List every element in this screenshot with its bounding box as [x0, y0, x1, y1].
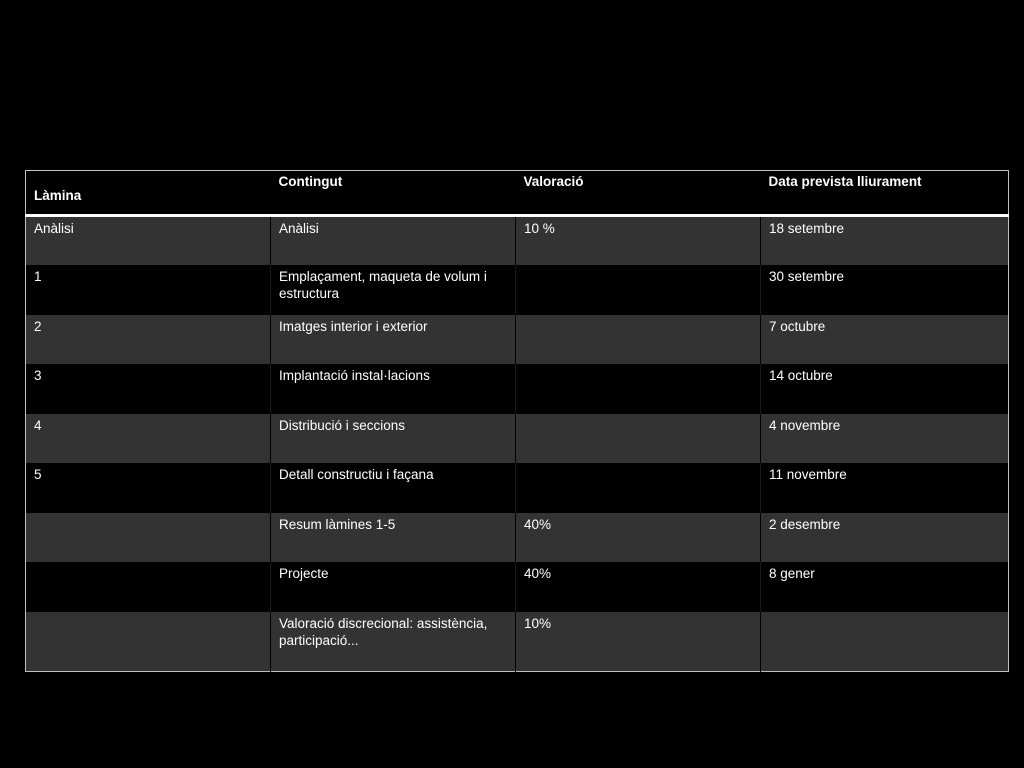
cell-lamina: [26, 562, 271, 612]
cell-lamina: 3: [26, 364, 271, 414]
table-row: [26, 216, 1009, 266]
cell-contingut: Implantació instal·lacions: [271, 364, 516, 414]
cell-valoracio: [516, 414, 761, 464]
header-data-prevista: Data prevista lliurament: [761, 171, 1009, 216]
table-row: [26, 513, 1009, 563]
header-lamina: Làmina: [26, 171, 271, 216]
cell-data: [761, 612, 1009, 672]
cell-valoracio: [516, 315, 761, 365]
cell-contingut: Emplaçament, maqueta de volum i estructura: [271, 265, 516, 315]
cell-data: 14 octubre: [761, 364, 1009, 414]
cell-data: 8 gener: [761, 562, 1009, 612]
cell-contingut: Detall constructiu i façana: [271, 463, 516, 513]
cell-lamina: 1: [26, 265, 271, 315]
cell-contingut: Projecte: [271, 562, 516, 612]
cell-contingut: Distribució i seccions: [271, 414, 516, 464]
schedule-table: [25, 170, 1009, 672]
cell-data: 7 octubre: [761, 315, 1009, 365]
cell-data: 30 setembre: [761, 265, 1009, 315]
cell-valoracio: [516, 463, 761, 513]
table-row: [26, 463, 1009, 513]
cell-contingut: Valoració discrecional: assistència, participació...: [271, 612, 516, 672]
table-row: [26, 315, 1009, 365]
cell-valoracio: 10 %: [516, 216, 761, 266]
cell-data: 11 novembre: [761, 463, 1009, 513]
cell-lamina: 2: [26, 315, 271, 365]
cell-lamina: 5: [26, 463, 271, 513]
cell-data: 2 desembre: [761, 513, 1009, 563]
table-row: [26, 562, 1009, 612]
table-row: [26, 364, 1009, 414]
cell-valoracio: 40%: [516, 562, 761, 612]
table-row: [26, 265, 1009, 315]
header-valoracio: Valoració: [516, 171, 761, 216]
cell-lamina: [26, 612, 271, 672]
header-contingut: Contingut: [271, 171, 516, 216]
table-row: [26, 414, 1009, 464]
cell-data: 18 setembre: [761, 216, 1009, 266]
cell-lamina: [26, 513, 271, 563]
table-row: [26, 612, 1009, 672]
cell-contingut: Anàlisi: [271, 216, 516, 266]
table-header-row: [26, 171, 1009, 216]
cell-valoracio: 40%: [516, 513, 761, 563]
cell-contingut: Resum làmines 1-5: [271, 513, 516, 563]
cell-valoracio: 10%: [516, 612, 761, 672]
cell-valoracio: [516, 364, 761, 414]
cell-valoracio: [516, 265, 761, 315]
cell-lamina: Anàlisi: [26, 216, 271, 266]
cell-lamina: 4: [26, 414, 271, 464]
cell-data: 4 novembre: [761, 414, 1009, 464]
cell-contingut: Imatges interior i exterior: [271, 315, 516, 365]
